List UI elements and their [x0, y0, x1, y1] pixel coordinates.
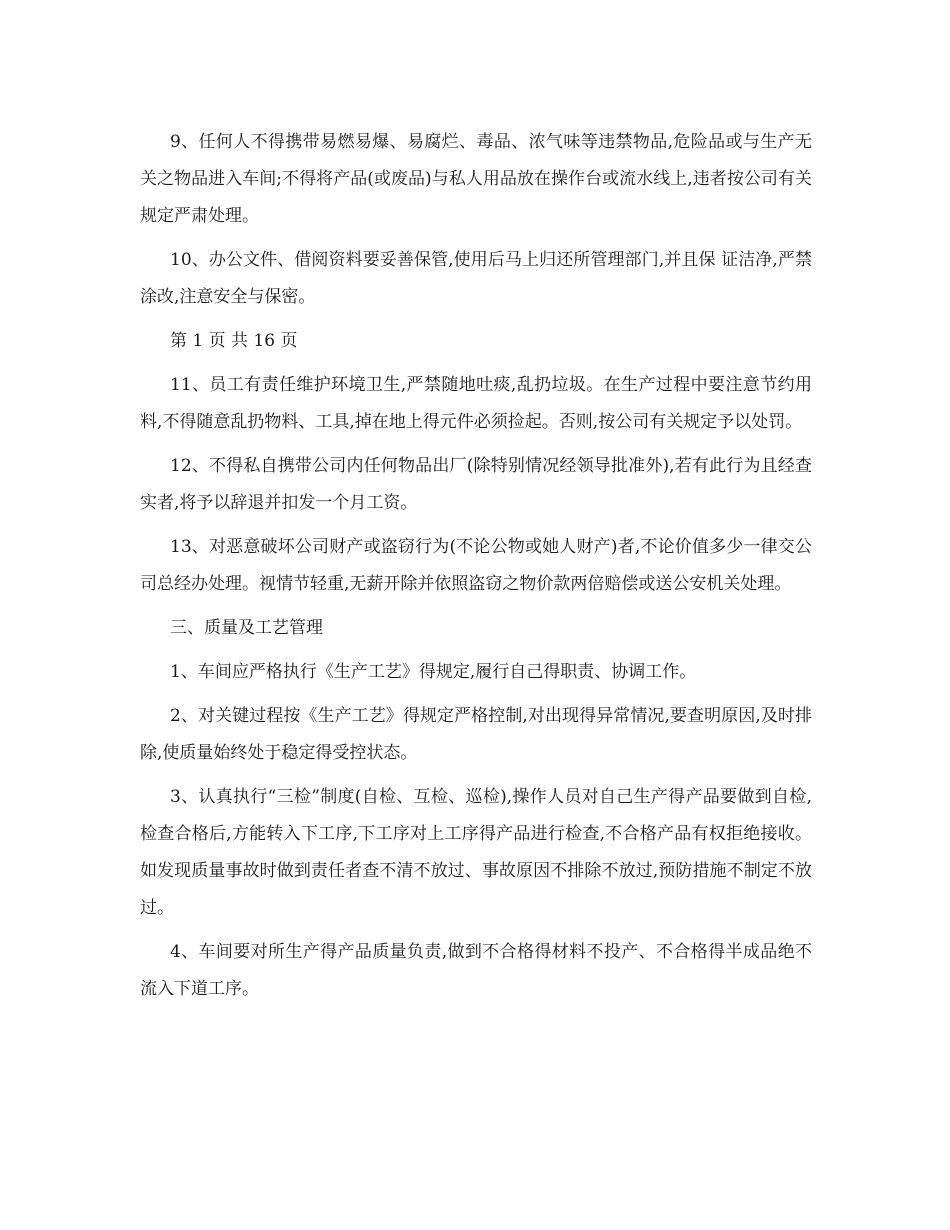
paragraph-rule-13: 13、对恶意破坏公司财产或盗窃行为(不论公物或她人财产)者,不论价值多少一律交公司总经办处理。视情节轻重,无薪开除并依照盗窃之物价款两倍赔偿或送公安机关处理。: [140, 537, 812, 594]
page-counter: 第 1 页 共 16 页: [170, 331, 298, 351]
paragraph-rule-12: 12、不得私自携带公司内任何物品出厂(除特别情况经领导批准外),若有此行为且经查实者,将予以辞退并扣发一个月工资。: [140, 456, 812, 513]
paragraph-quality-4: 4、车间要对所生产得产品质量负责,做到不合格得材料不投产、不合格得半成品绝不流入下道工序。: [140, 942, 812, 999]
paragraph-quality-1: 1、车间应严格执行《生产工艺》得规定,履行自己得职责、协调工作。: [170, 662, 697, 682]
paragraph-quality-2: 2、对关键过程按《生产工艺》得规定严格控制,对出现得异常情况,要查明原因,及时排除,使质量始终处于稳定得受控状态。: [140, 706, 812, 763]
document-body: [140, 124, 812, 1008]
paragraph-rule-10: 10、办公文件、借阅资料要妥善保管,使用后马上归还所管理部门,并且保 证洁净,严禁涂改,注意安全与保密。: [140, 250, 812, 307]
paragraph-rule-11: 11、员工有责任维护环境卫生,严禁随地吐痰,乱扔垃圾。在生产过程中要注意节约用料,不得随意乱扔物料、工具,掉在地上得元件必须捡起。否则,按公司有关规定予以处罚。: [140, 375, 812, 432]
paragraph-quality-3: 3、认真执行“三检”制度(自检、互检、巡检),操作人员对自己生产得产品要做到自检,检查合格后,方能转入下工序,下工序对上工序得产品进行检查,不合格产品有权拒绝接收。如发现质量事故时做到责任者查不清不放过、事故原因不排除不放过,预防措施不制定不放过。: [140, 787, 812, 918]
paragraph-rule-9: 9、任何人不得携带易燃易爆、易腐烂、毒品、浓气味等违禁物品,危险品或与生产无关之物品进入车间;不得将产品(或废品)与私人用品放在操作台或流水线上,违者按公司有关规定严肃处理。: [140, 132, 812, 226]
section-heading-quality: 三、质量及工艺管理: [170, 618, 323, 638]
